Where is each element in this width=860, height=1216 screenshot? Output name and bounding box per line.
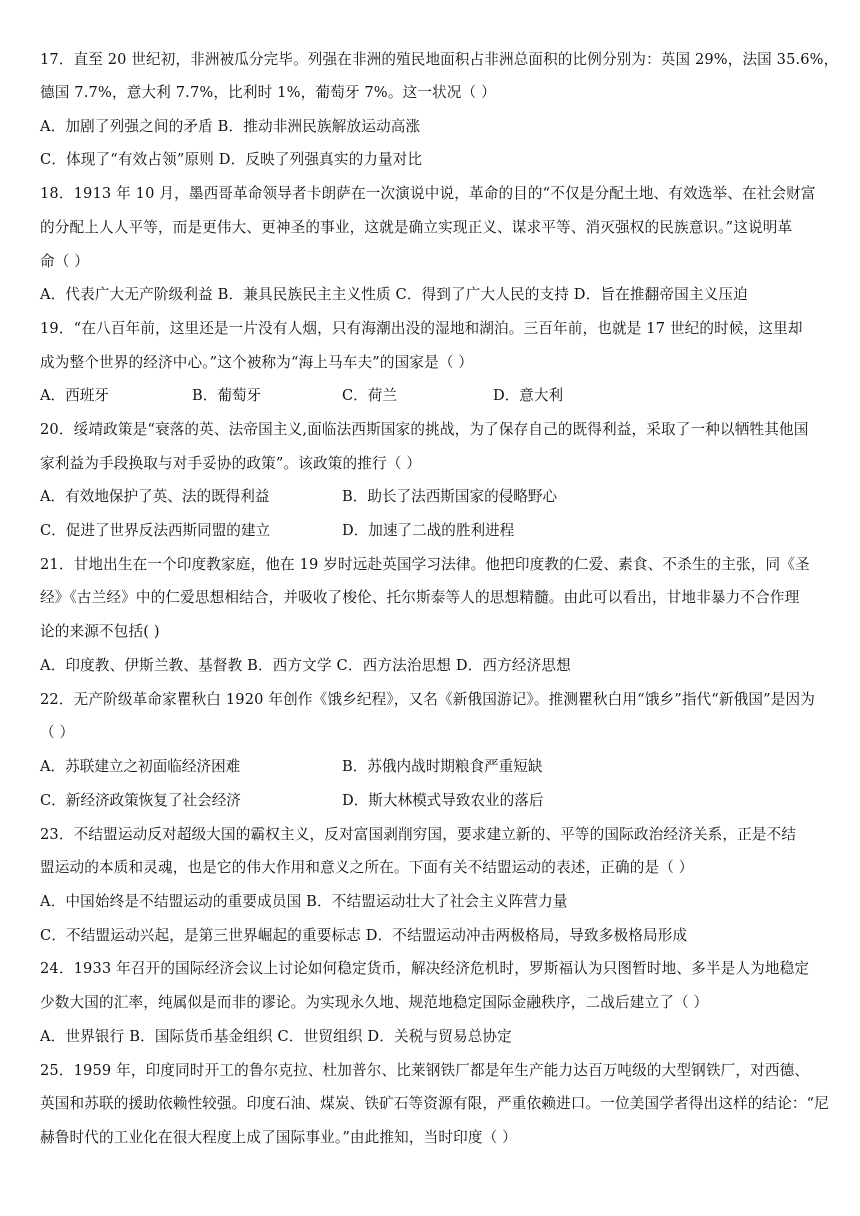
question-25-line-2: 英国和苏联的援助依赖性较强。印度石油、煤炭、铁矿石等资源有限，严重依赖进口。一位美国学者得出这样的结论：“尼 (40, 1095, 830, 1112)
question-18-line-1: 18．1913 年 10 月，墨西哥革命领导者卡朗萨在一次演说中说，革命的目的“不仅是分配土地、有效选举、在社会财富 (40, 185, 816, 202)
question-17-options-1: A．加剧了列强之间的矛盾 B．推动非洲民族解放运动高涨 (40, 118, 421, 135)
question-22-option-c: C．新经济政策恢复了社会经济 (40, 792, 241, 809)
question-23-line-2: 盟运动的本质和灵魂，也是它的伟大作用和意义之所在。下面有关不结盟运动的表述，正确的是（ ） (40, 859, 694, 876)
question-17-options-2: C．体现了“有效占领”原则 D．反映了列强真实的力量对比 (40, 151, 423, 168)
question-19-option-c: C．荷兰 (342, 387, 397, 404)
question-25-line-3: 赫鲁时代的工业化在很大程度上成了国际事业。”由此推知，当时印度（ ） (40, 1129, 517, 1146)
question-19-option-a: A．西班牙 (40, 387, 109, 404)
question-24-options: A．世界银行 B．国际货币基金组织 C．世贸组织 D．关税与贸易总协定 (40, 1028, 512, 1045)
question-22-line-2: （ ） (40, 724, 75, 741)
question-24-line-2: 少数大国的汇率，纯属似是而非的谬论。为实现永久地、规范地稳定国际金融秩序，二战后建立了（ ） (40, 994, 709, 1011)
question-18-options: A．代表广大无产阶级利益 B．兼具民族民主主义性质 C．得到了广大人民的支持 D．旨在推翻帝国主义压迫 (40, 286, 748, 303)
question-22-option-b: B．苏俄内战时期粮食严重短缺 (342, 758, 543, 775)
question-19-line-2: 成为整个世界的经济中心。”这个被称为“海上马车夫”的国家是（ ） (40, 354, 474, 371)
question-19-option-b: B．葡萄牙 (192, 387, 262, 404)
question-20-option-a: A．有效地保护了英、法的既得利益 (40, 488, 270, 505)
question-19-option-d: D．意大利 (493, 387, 564, 404)
question-23-options-1: A．中国始终是不结盟运动的重要成员国 B．不结盟运动壮大了社会主义阵营力量 (40, 893, 568, 910)
question-22-option-a: A．苏联建立之初面临经济困难 (40, 758, 241, 775)
question-17-line-2: 德国 7.7%，意大利 7.7%，比利时 1%，葡萄牙 7%。这一状况（ ） (40, 84, 496, 101)
question-20-line-2: 家利益为手段换取与对手妥协的政策”。该政策的推行（ ） (40, 455, 421, 472)
question-24-line-1: 24．1933 年召开的国际经济会议上讨论如何稳定货币，解决经济危机时，罗斯福认为只图暂时地、多半是人为地稳定 (40, 960, 810, 977)
question-20-option-b: B．助长了法西斯国家的侵略野心 (342, 488, 558, 505)
question-18-line-3: 命（ ） (40, 253, 90, 270)
question-23-options-2: C．不结盟运动兴起，是第三世界崛起的重要标志 D．不结盟运动冲击两极格局，导致多极格局形成 (40, 927, 688, 944)
question-20-line-1: 20．绥靖政策是“衰落的英、法帝国主义,面临法西斯国家的挑战，为了保存自己的既得利益，采取了一种以牺牲其他国 (40, 421, 809, 438)
question-18-line-2: 的分配上人人平等，而是更伟大、更神圣的事业，这就是确立实现正义、谋求平等、消灭强权的民族意识。”这说明革 (40, 219, 793, 236)
question-20-option-d: D．加速了二战的胜利进程 (342, 522, 515, 539)
question-22-option-d: D．斯大林模式导致农业的落后 (342, 792, 544, 809)
question-19-line-1: 19．“在八百年前，这里还是一片没有人烟，只有海潮出没的湿地和湖泊。三百年前，也就是 17 世纪的时候，这里却 (40, 320, 803, 337)
question-20-option-c: C．促进了世界反法西斯同盟的建立 (40, 522, 271, 539)
question-21-line-2: 经》《古兰经》中的仁爱思想相结合，并吸收了梭伦、托尔斯泰等人的思想精髓。由此可以看出，甘地非暴力不合作理 (40, 589, 800, 606)
question-22-line-1: 22．无产阶级革命家瞿秋白 1920 年创作《饿乡纪程》，又名《新俄国游记》。推测瞿秋白用“饿乡”指代“新俄国”是因为 (40, 691, 815, 708)
question-21-line-3: 论的来源不包括( ) (40, 623, 160, 640)
question-17-line-1: 17．直至 20 世纪初，非洲被瓜分完毕。列强在非洲的殖民地面积占非洲总面积的比例分别为：英国 29%，法国 35.6%， (40, 51, 839, 68)
question-21-options: A．印度教、伊斯兰教、基督教 B．西方文学 C．西方法治思想 D．西方经济思想 (40, 657, 571, 674)
question-25-line-1: 25．1959 年，印度同时开工的鲁尔克拉、杜加普尔、比莱钢铁厂都是年生产能力达百万吨级的大型钢铁厂，对西德、 (40, 1062, 810, 1079)
question-23-line-1: 23．不结盟运动反对超级大国的霸权主义，反对富国剥削穷国，要求建立新的、平等的国际政治经济关系，正是不结 (40, 826, 797, 843)
question-21-line-1: 21．甘地出生在一个印度教家庭，他在 19 岁时远赴英国学习法律。他把印度教的仁爱、素食、不杀生的主张，同《圣 (40, 556, 810, 573)
